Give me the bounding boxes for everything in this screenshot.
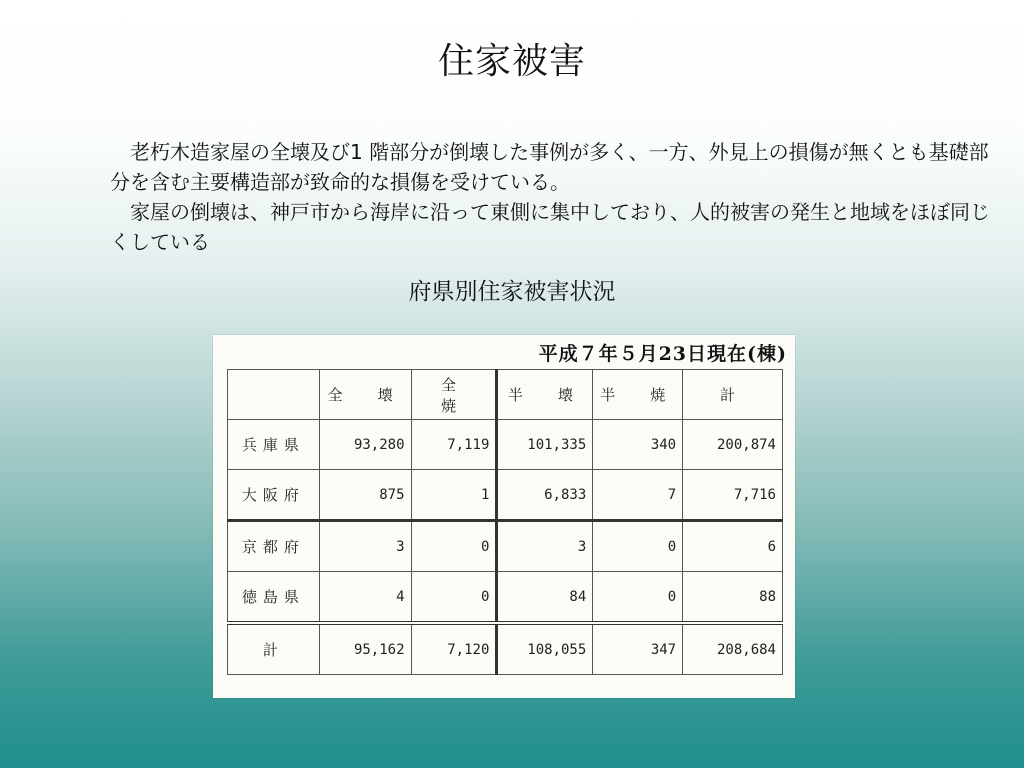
table-row <box>228 572 783 624</box>
row-label: 大阪府 <box>228 470 320 521</box>
table-cell: 93,280 <box>319 420 411 470</box>
table-cell: 7 <box>593 470 683 521</box>
row-label: 京都府 <box>228 521 320 572</box>
table-caption: 府県別住家被害状況 <box>408 279 616 305</box>
table-cell: 875 <box>319 470 411 521</box>
table-row-total <box>228 623 783 675</box>
table-cell: 101,335 <box>497 420 593 470</box>
header-cell-blank <box>228 370 320 420</box>
table-cell: 7,119 <box>411 420 497 470</box>
table-cell: 95,162 <box>319 623 411 675</box>
header-cell-total-collapse: 全 壊 <box>319 370 411 420</box>
table-cell: 6 <box>683 521 783 572</box>
table-cell: 7,716 <box>683 470 783 521</box>
table-cell: 84 <box>497 572 593 624</box>
table-cell: 6,833 <box>497 470 593 521</box>
table-cell: 108,055 <box>497 623 593 675</box>
row-label: 計 <box>228 623 320 675</box>
header-cell-sum: 計 <box>683 370 783 420</box>
table-cell: 200,874 <box>683 420 783 470</box>
table-cell: 340 <box>593 420 683 470</box>
row-label: 兵庫県 <box>228 420 320 470</box>
slide-title: 住家被害 <box>437 41 586 82</box>
header-cell-half-collapse: 半 壊 <box>497 370 593 420</box>
table-cell: 0 <box>411 521 497 572</box>
header-cell-half-burn: 半 焼 <box>593 370 683 420</box>
table-cell: 347 <box>593 623 683 675</box>
table-cell: 0 <box>593 521 683 572</box>
table-cell: 88 <box>683 572 783 624</box>
damage-table <box>227 369 783 675</box>
table-cell: 4 <box>319 572 411 624</box>
table-header-row <box>228 370 783 420</box>
table-cell: 208,684 <box>683 623 783 675</box>
damage-table-figure <box>213 335 795 698</box>
table-cell: 0 <box>593 572 683 624</box>
table-cell: 3 <box>319 521 411 572</box>
table-cell: 3 <box>497 521 593 572</box>
table-cell: 7,120 <box>411 623 497 675</box>
header-cell-total-burn: 全 焼 <box>411 370 497 420</box>
body-paragraph-2: 家屋の倒壊は、神戸市から海岸に沿って東側に集中しており、人的被害の発生と地域をほぼ同じくしている <box>110 200 990 254</box>
table-cell: 1 <box>411 470 497 521</box>
table-date-note: 平成７年５月23日現在(棟) <box>538 343 787 365</box>
table-row <box>228 420 783 470</box>
table-cell: 0 <box>411 572 497 624</box>
body-paragraph-1: 老朽木造家屋の全壊及び1 階部分が倒壊した事例が多く、一方、外見上の損傷が無くとも基礎部分を含む主要構造部が致命的な損傷を受けている。 <box>110 140 989 194</box>
table-row <box>228 521 783 572</box>
row-label: 徳島県 <box>228 572 320 624</box>
table-row <box>228 470 783 521</box>
